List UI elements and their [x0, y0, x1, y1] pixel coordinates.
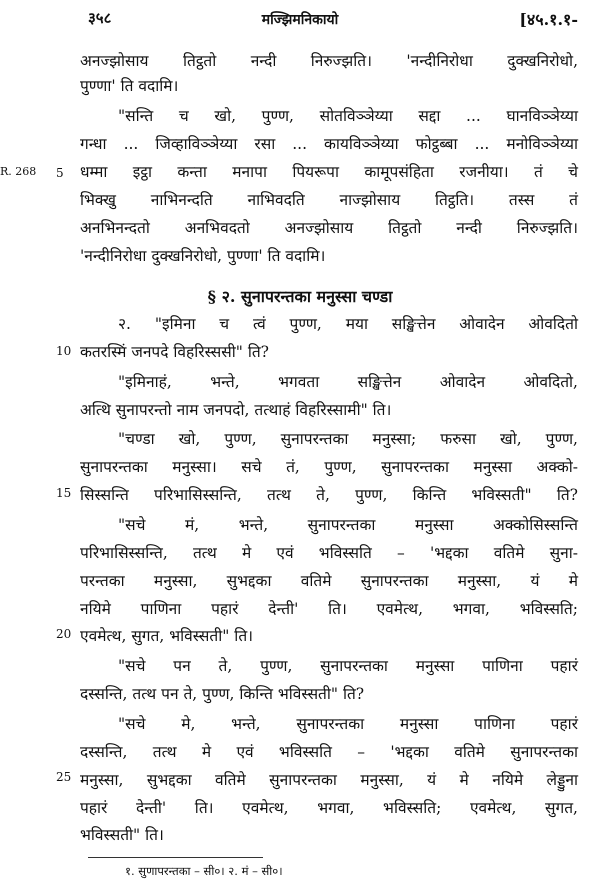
running-title: मज्झिमनिकायो — [261, 12, 339, 28]
text-line: "सचे पन ते, पुण्ण, सुनापरन्तका मनुस्सा पाणिना पहारं — [118, 657, 578, 675]
text-line: नयिमे पाणिना पहारं देन्ती' ति। एवमेत्थ, भगवा, भविस्सति; — [80, 600, 578, 618]
text-line: भविस्सती" ति। — [80, 826, 164, 844]
text-line: परन्तका मनुस्सा, सुभद्दका वतिमे सुनापरन्तका मनुस्सा, यं मे — [80, 572, 578, 590]
text-line: धम्मा इट्ठा कन्ता मनापा पियरूपा कामूपसंहिता रजनीया। तं चे — [80, 163, 578, 181]
text-line: अत्थि सुनापरन्तो नाम जनपदो, तत्थाहं विहरिस्सामी" ति। — [80, 401, 392, 419]
section-reference: [४५.१.१- — [519, 10, 578, 29]
text-line: भिक्खु नाभिनन्दति नाभिवदति नाज्झोसाय तिट्ठति। तस्स तं — [80, 191, 578, 209]
footnote-divider — [88, 857, 263, 858]
text-line: २. "इमिना च त्वं पुण्ण, मया सङ्खित्तेन ओवादेन ओवदितो — [118, 315, 578, 333]
line-number: 15 — [56, 486, 72, 500]
line-number: 5 — [56, 166, 64, 180]
text-line: दस्सन्ति, तत्थ पन ते, पुण्ण, किन्ति भविस्सती" ति? — [80, 685, 365, 703]
text-line: कतरस्मिं जनपदे विहरिस्ससी" ति? — [80, 343, 269, 361]
text-line: 'नन्दीनिरोधा दुक्खनिरोधो, पुण्णा' ति वदामि। — [80, 247, 326, 265]
text-line: अनज्झोसाय तिट्ठतो नन्दी निरुज्झति। 'नन्दीनिरोधा दुक्खनिरोधो, — [80, 52, 578, 70]
text-line: दस्सन्ति, तत्थ मे एवं भविस्सति – 'भद्दका वतिमे सुनापरन्तका — [80, 743, 578, 761]
line-number: 25 — [56, 770, 72, 784]
text-line: परिभासिस्सन्ति, तत्थ मे एवं भविस्सति – 'भद्दका वतिमे सुना- — [80, 544, 578, 562]
text-line: सुनापरन्तका मनुस्सा। सचे तं, पुण्ण, सुनापरन्तका मनुस्सा अक्को- — [80, 458, 578, 476]
line-number: 20 — [56, 627, 72, 641]
text-line: "चण्डा खो, पुण्ण, सुनापरन्तका मनुस्सा; फरुसा खो, पुण्ण, — [118, 430, 578, 448]
footnote: १. सुणापरन्तका – सी०। २. मं – सी०। — [125, 864, 283, 878]
line-number: 10 — [56, 344, 72, 358]
text-line: "सचे मं, भन्ते, सुनापरन्तका मनुस्सा अक्कोसिस्सन्ति — [118, 516, 578, 534]
text-line: "सन्ति च खो, पुण्ण, सोतविञ्ञेय्या सद्दा ... घानविञ्ञेय्या — [118, 107, 578, 125]
text-line: गन्धा ... जिव्हाविञ्ञेय्या रसा ... कायविञ्ञेय्या फोट्ठब्बा ... मनोविञ्ञेय्या — [80, 135, 578, 153]
text-line: मनुस्सा, सुभद्दका वतिमे सुनापरन्तका मनुस्सा, यं मे नयिमे लेड्डुना — [80, 771, 578, 789]
text-line: "इमिनाहं, भन्ते, भगवता सङ्खित्तेन ओवादेन ओवदितो, — [118, 373, 578, 391]
page-number: ३५८ — [88, 9, 112, 27]
section-heading: § २. सुनापरन्तका मनुस्सा चण्डा — [207, 287, 393, 306]
margin-page-ref: R. 268 — [0, 165, 37, 178]
text-line: अनभिनन्दतो अनभिवदतो अनज्झोसाय तिट्ठतो नन्दी निरुज्झति। — [80, 219, 578, 237]
text-line: सिस्सन्ति परिभासिस्सन्ति, तत्थ ते, पुण्ण, किन्ति भविस्सती" ति? — [80, 486, 578, 504]
text-line: पहारं देन्ती' ति। एवमेत्थ, भगवा, भविस्सति; एवमेत्थ, सुगत, — [80, 799, 578, 817]
text-line: "सचे मे, भन्ते, सुनापरन्तका मनुस्सा पाणिना पहारं — [118, 715, 578, 733]
text-line: पुण्णा' ति वदामि। — [80, 77, 179, 95]
text-line: एवमेत्थ, सुगत, भविस्सती" ति। — [80, 627, 254, 645]
